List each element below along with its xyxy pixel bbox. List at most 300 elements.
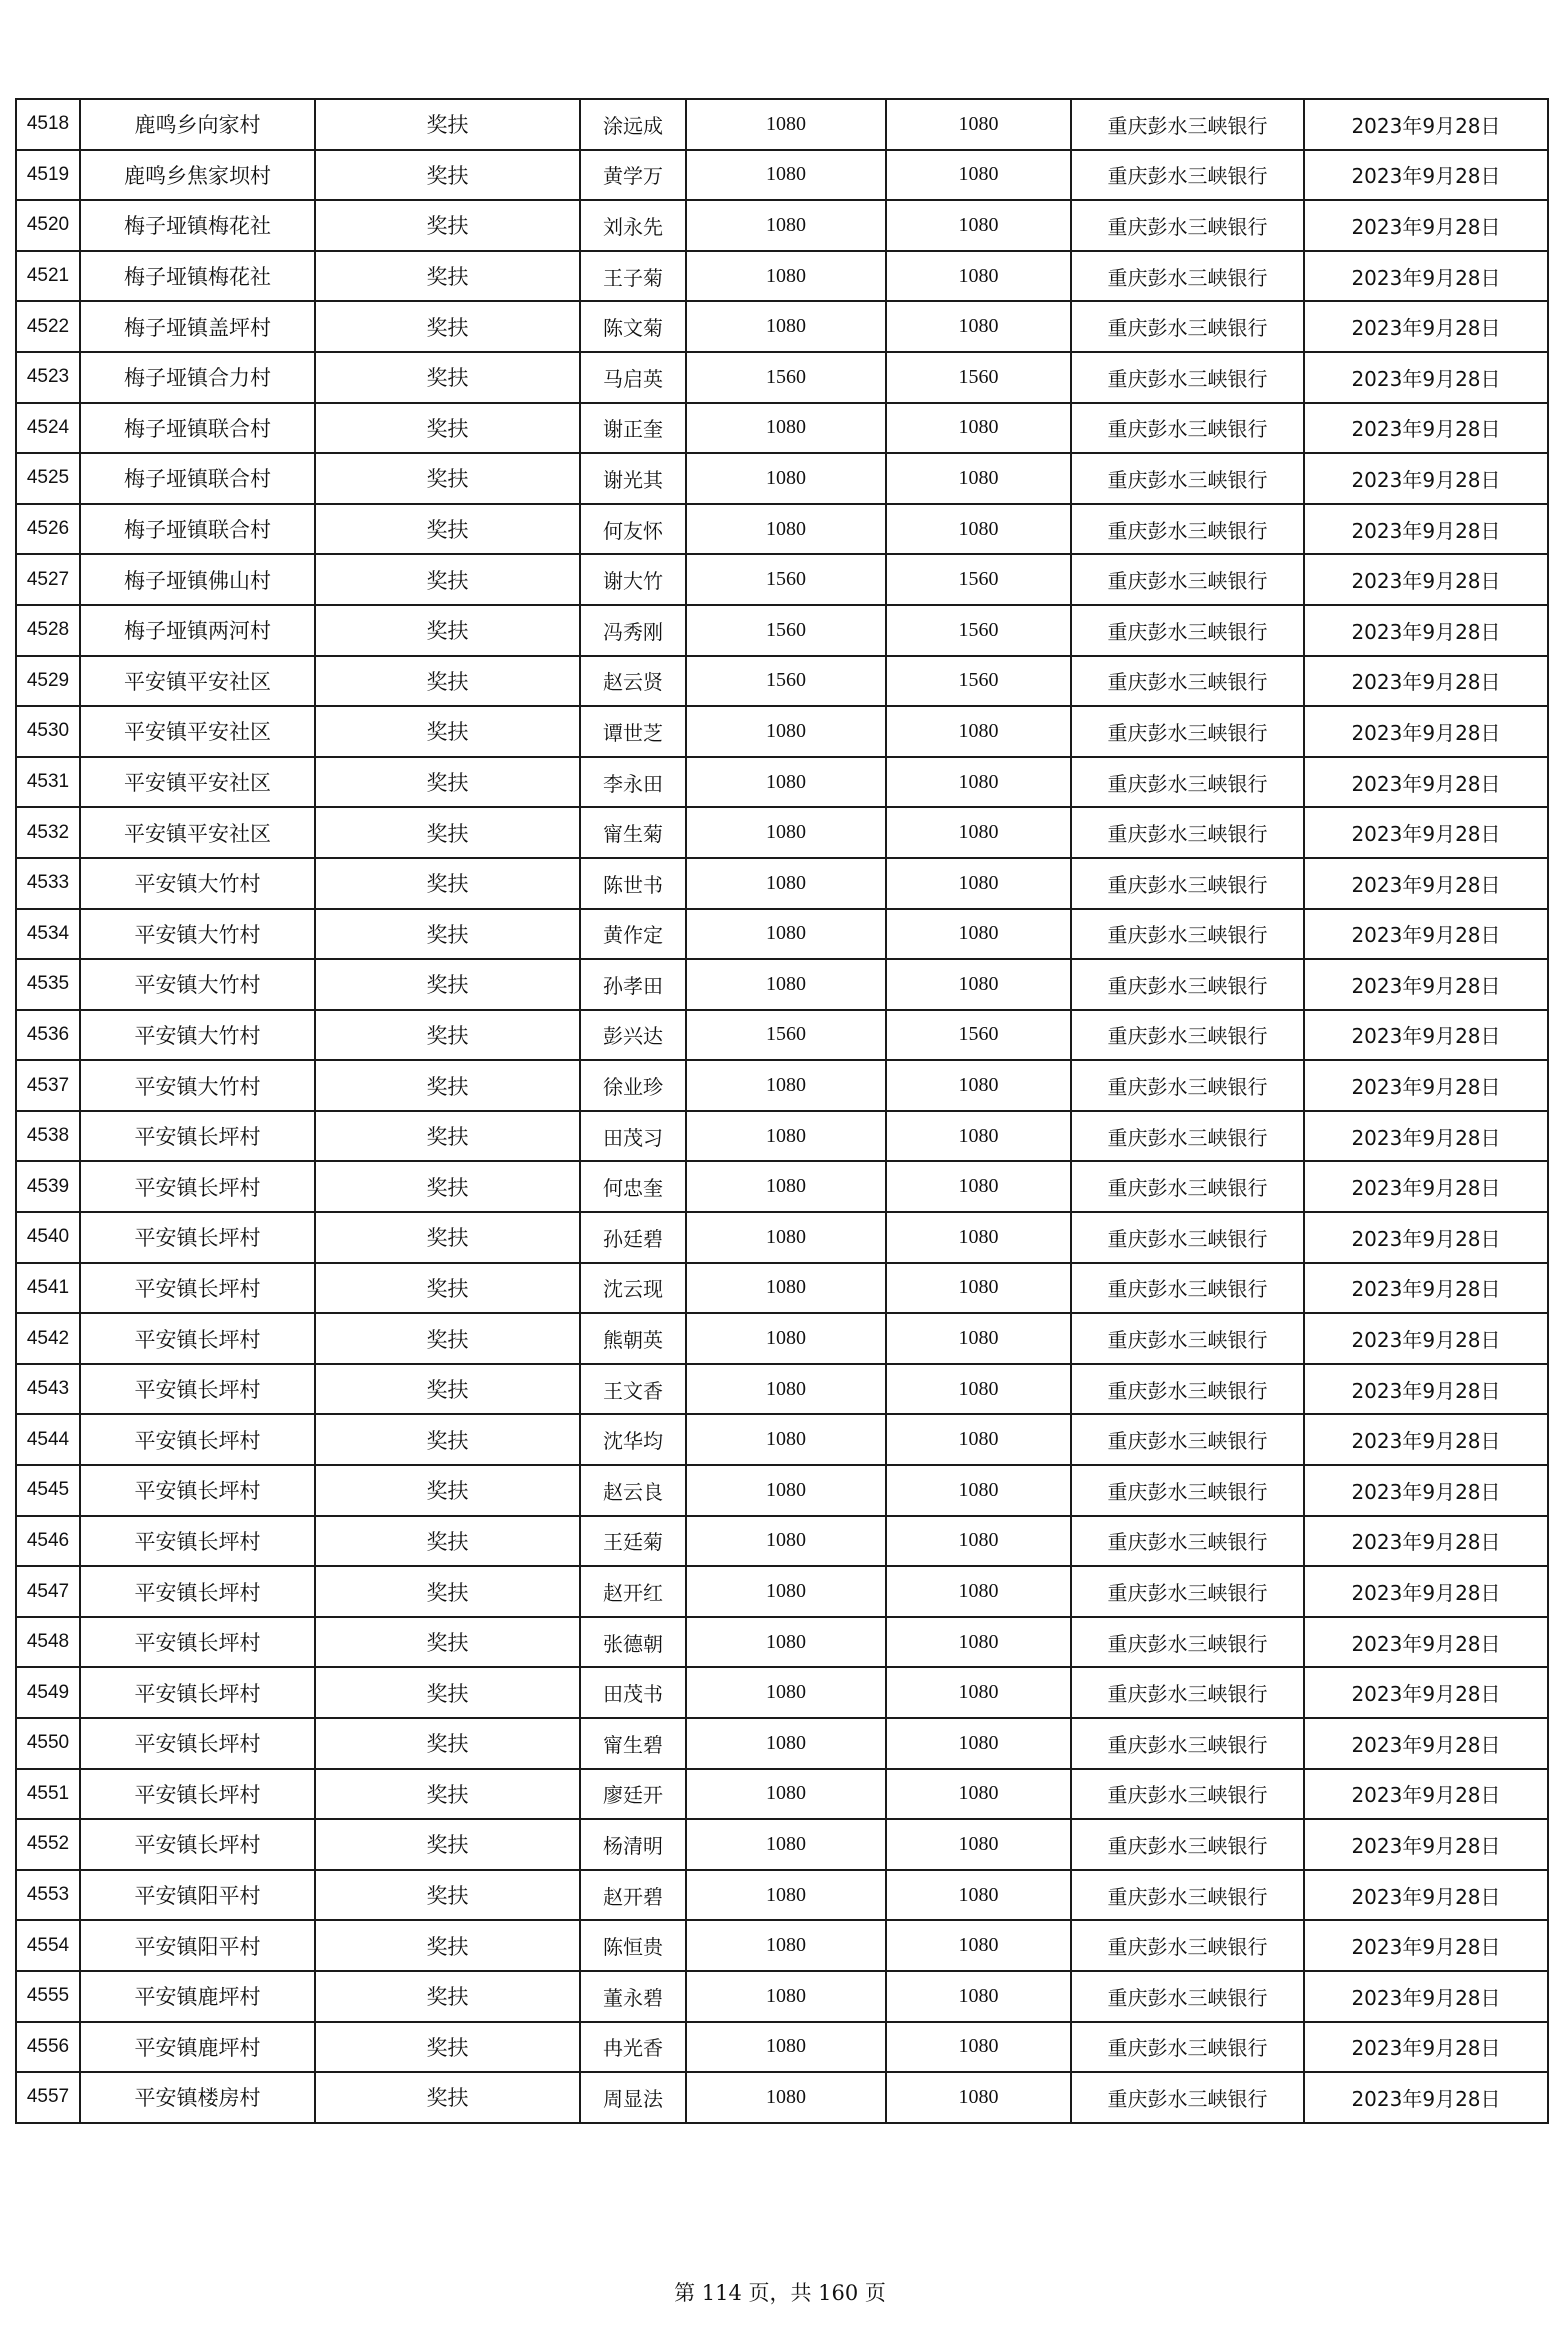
village-name-cell: 平安镇楼房村 (80, 2072, 315, 2123)
bank-name-cell: 重庆彭水三峡银行 (1071, 1667, 1304, 1718)
row-id-cell: 4529 (16, 656, 80, 707)
subsidy-type-cell: 奖扶 (315, 909, 580, 960)
village-name-cell: 平安镇鹿坪村 (80, 1971, 315, 2022)
recipient-name-cell: 谢大竹 (580, 554, 686, 605)
amount-paid-cell: 1080 (886, 200, 1071, 251)
bank-name-cell: 重庆彭水三峡银行 (1071, 1718, 1304, 1769)
bank-name-cell: 重庆彭水三峡银行 (1071, 1465, 1304, 1516)
amount-paid-cell: 1560 (886, 554, 1071, 605)
row-id-cell: 4519 (16, 150, 80, 201)
recipient-name-cell: 张德朝 (580, 1617, 686, 1668)
village-name-cell: 平安镇长坪村 (80, 1414, 315, 1465)
table-row (16, 1161, 1548, 1212)
table-row (16, 656, 1548, 707)
table-row (16, 1718, 1548, 1769)
bank-name-cell: 重庆彭水三峡银行 (1071, 251, 1304, 302)
village-name-cell: 平安镇长坪村 (80, 1263, 315, 1314)
amount-due-cell: 1080 (686, 1769, 886, 1820)
recipient-name-cell: 沈云现 (580, 1263, 686, 1314)
amount-paid-cell: 1080 (886, 2022, 1071, 2073)
recipient-name-cell: 沈华均 (580, 1414, 686, 1465)
payment-date-cell: 2023年9月28日 (1304, 2022, 1548, 2073)
table-row (16, 1769, 1548, 1820)
bank-name-cell: 重庆彭水三峡银行 (1071, 1313, 1304, 1364)
row-id-cell: 4523 (16, 352, 80, 403)
recipient-name-cell: 陈世书 (580, 858, 686, 909)
village-name-cell: 平安镇长坪村 (80, 1819, 315, 1870)
subsidy-type-cell: 奖扶 (315, 1971, 580, 2022)
payment-date-cell: 2023年9月28日 (1304, 99, 1548, 150)
subsidy-type-cell: 奖扶 (315, 1465, 580, 1516)
subsidy-type-cell: 奖扶 (315, 656, 580, 707)
amount-due-cell: 1080 (686, 2072, 886, 2123)
row-id-cell: 4533 (16, 858, 80, 909)
bank-name-cell: 重庆彭水三峡银行 (1071, 2022, 1304, 2073)
recipient-name-cell: 谢正奎 (580, 403, 686, 454)
recipient-name-cell: 王廷菊 (580, 1516, 686, 1567)
recipient-name-cell: 甯生碧 (580, 1718, 686, 1769)
amount-paid-cell: 1080 (886, 453, 1071, 504)
subsidy-type-cell: 奖扶 (315, 301, 580, 352)
payment-date-cell: 2023年9月28日 (1304, 1414, 1548, 1465)
payment-date-cell: 2023年9月28日 (1304, 1010, 1548, 1061)
table-row (16, 1313, 1548, 1364)
table-row (16, 1566, 1548, 1617)
payment-date-cell: 2023年9月28日 (1304, 1870, 1548, 1921)
bank-name-cell: 重庆彭水三峡银行 (1071, 1566, 1304, 1617)
amount-due-cell: 1080 (686, 757, 886, 808)
row-id-cell: 4520 (16, 200, 80, 251)
row-id-cell: 4554 (16, 1920, 80, 1971)
table-row (16, 909, 1548, 960)
payment-date-cell: 2023年9月28日 (1304, 757, 1548, 808)
recipient-name-cell: 谭世芝 (580, 706, 686, 757)
amount-paid-cell: 1080 (886, 1617, 1071, 1668)
table-row (16, 1617, 1548, 1668)
village-name-cell: 平安镇长坪村 (80, 1566, 315, 1617)
amount-paid-cell: 1080 (886, 1313, 1071, 1364)
subsidy-type-cell: 奖扶 (315, 1212, 580, 1263)
recipient-name-cell: 周显法 (580, 2072, 686, 2123)
recipient-name-cell: 马启英 (580, 352, 686, 403)
recipient-name-cell: 涂远成 (580, 99, 686, 150)
bank-name-cell: 重庆彭水三峡银行 (1071, 403, 1304, 454)
recipient-name-cell: 刘永先 (580, 200, 686, 251)
payment-date-cell: 2023年9月28日 (1304, 251, 1548, 302)
amount-paid-cell: 1080 (886, 301, 1071, 352)
amount-paid-cell: 1080 (886, 1161, 1071, 1212)
village-name-cell: 平安镇平安社区 (80, 757, 315, 808)
recipient-name-cell: 杨清明 (580, 1819, 686, 1870)
payment-date-cell: 2023年9月28日 (1304, 656, 1548, 707)
subsidy-type-cell: 奖扶 (315, 2072, 580, 2123)
recipient-name-cell: 赵开红 (580, 1566, 686, 1617)
payment-date-cell: 2023年9月28日 (1304, 554, 1548, 605)
payment-date-cell: 2023年9月28日 (1304, 1718, 1548, 1769)
village-name-cell: 梅子垭镇联合村 (80, 403, 315, 454)
recipient-name-cell: 冯秀刚 (580, 605, 686, 656)
bank-name-cell: 重庆彭水三峡银行 (1071, 1870, 1304, 1921)
amount-paid-cell: 1560 (886, 1010, 1071, 1061)
payment-date-cell: 2023年9月28日 (1304, 605, 1548, 656)
subsidy-type-cell: 奖扶 (315, 352, 580, 403)
village-name-cell: 平安镇长坪村 (80, 1667, 315, 1718)
bank-name-cell: 重庆彭水三峡银行 (1071, 504, 1304, 555)
table-row (16, 1516, 1548, 1567)
payment-date-cell: 2023年9月28日 (1304, 453, 1548, 504)
recipient-name-cell: 陈文菊 (580, 301, 686, 352)
bank-name-cell: 重庆彭水三峡银行 (1071, 1819, 1304, 1870)
bank-name-cell: 重庆彭水三峡银行 (1071, 706, 1304, 757)
bank-name-cell: 重庆彭水三峡银行 (1071, 1920, 1304, 1971)
amount-paid-cell: 1080 (886, 99, 1071, 150)
payment-date-cell: 2023年9月28日 (1304, 1313, 1548, 1364)
amount-due-cell: 1080 (686, 1465, 886, 1516)
payment-date-cell: 2023年9月28日 (1304, 2072, 1548, 2123)
subsidy-type-cell: 奖扶 (315, 554, 580, 605)
table-row (16, 251, 1548, 302)
amount-paid-cell: 1560 (886, 656, 1071, 707)
table-row (16, 1263, 1548, 1314)
row-id-cell: 4548 (16, 1617, 80, 1668)
village-name-cell: 鹿鸣乡向家村 (80, 99, 315, 150)
village-name-cell: 梅子垭镇佛山村 (80, 554, 315, 605)
amount-paid-cell: 1080 (886, 706, 1071, 757)
village-name-cell: 平安镇阳平村 (80, 1870, 315, 1921)
payment-date-cell: 2023年9月28日 (1304, 959, 1548, 1010)
bank-name-cell: 重庆彭水三峡银行 (1071, 807, 1304, 858)
table-row (16, 301, 1548, 352)
amount-paid-cell: 1080 (886, 1819, 1071, 1870)
subsidy-type-cell: 奖扶 (315, 605, 580, 656)
subsidy-type-cell: 奖扶 (315, 757, 580, 808)
village-name-cell: 梅子垭镇两河村 (80, 605, 315, 656)
payment-date-cell: 2023年9月28日 (1304, 200, 1548, 251)
amount-paid-cell: 1080 (886, 807, 1071, 858)
recipient-name-cell: 赵开碧 (580, 1870, 686, 1921)
bank-name-cell: 重庆彭水三峡银行 (1071, 858, 1304, 909)
bank-name-cell: 重庆彭水三峡银行 (1071, 1161, 1304, 1212)
recipient-name-cell: 徐业珍 (580, 1060, 686, 1111)
payment-date-cell: 2023年9月28日 (1304, 909, 1548, 960)
table-row (16, 150, 1548, 201)
village-name-cell: 梅子垭镇联合村 (80, 453, 315, 504)
row-id-cell: 4526 (16, 504, 80, 555)
village-name-cell: 平安镇阳平村 (80, 1920, 315, 1971)
row-id-cell: 4552 (16, 1819, 80, 1870)
row-id-cell: 4544 (16, 1414, 80, 1465)
amount-due-cell: 1080 (686, 959, 886, 1010)
row-id-cell: 4530 (16, 706, 80, 757)
amount-due-cell: 1080 (686, 1161, 886, 1212)
page-footer: 第 114 页，共 160 页 (674, 2281, 886, 2305)
subsidy-type-cell: 奖扶 (315, 1617, 580, 1668)
bank-name-cell: 重庆彭水三峡银行 (1071, 1212, 1304, 1263)
village-name-cell: 平安镇大竹村 (80, 1060, 315, 1111)
row-id-cell: 4537 (16, 1060, 80, 1111)
table-row (16, 1010, 1548, 1061)
row-id-cell: 4555 (16, 1971, 80, 2022)
amount-paid-cell: 1080 (886, 1060, 1071, 1111)
amount-due-cell: 1080 (686, 1566, 886, 1617)
row-id-cell: 4531 (16, 757, 80, 808)
row-id-cell: 4551 (16, 1769, 80, 1820)
table-row (16, 554, 1548, 605)
village-name-cell: 平安镇长坪村 (80, 1212, 315, 1263)
village-name-cell: 平安镇长坪村 (80, 1465, 315, 1516)
amount-due-cell: 1080 (686, 99, 886, 150)
payment-date-cell: 2023年9月28日 (1304, 1465, 1548, 1516)
table-row (16, 352, 1548, 403)
payment-date-cell: 2023年9月28日 (1304, 1769, 1548, 1820)
row-id-cell: 4545 (16, 1465, 80, 1516)
amount-paid-cell: 1080 (886, 1212, 1071, 1263)
recipient-name-cell: 孙孝田 (580, 959, 686, 1010)
table-row (16, 2022, 1548, 2073)
payment-date-cell: 2023年9月28日 (1304, 1516, 1548, 1567)
bank-name-cell: 重庆彭水三峡银行 (1071, 1111, 1304, 1162)
subsidy-table (15, 98, 1549, 2124)
row-id-cell: 4543 (16, 1364, 80, 1415)
amount-paid-cell: 1080 (886, 1465, 1071, 1516)
subsidy-type-cell: 奖扶 (315, 403, 580, 454)
row-id-cell: 4553 (16, 1870, 80, 1921)
subsidy-type-cell: 奖扶 (315, 1769, 580, 1820)
payment-date-cell: 2023年9月28日 (1304, 301, 1548, 352)
recipient-name-cell: 熊朝英 (580, 1313, 686, 1364)
amount-due-cell: 1080 (686, 251, 886, 302)
subsidy-type-cell: 奖扶 (315, 706, 580, 757)
recipient-name-cell: 田茂书 (580, 1667, 686, 1718)
recipient-name-cell: 彭兴达 (580, 1010, 686, 1061)
row-id-cell: 4525 (16, 453, 80, 504)
amount-paid-cell: 1080 (886, 1566, 1071, 1617)
table-row (16, 1060, 1548, 1111)
subsidy-type-cell: 奖扶 (315, 1263, 580, 1314)
bank-name-cell: 重庆彭水三峡银行 (1071, 200, 1304, 251)
subsidy-type-cell: 奖扶 (315, 453, 580, 504)
recipient-name-cell: 廖廷开 (580, 1769, 686, 1820)
row-id-cell: 4535 (16, 959, 80, 1010)
village-name-cell: 鹿鸣乡焦家坝村 (80, 150, 315, 201)
recipient-name-cell: 何忠奎 (580, 1161, 686, 1212)
village-name-cell: 平安镇大竹村 (80, 858, 315, 909)
table-row (16, 1819, 1548, 1870)
recipient-name-cell: 赵云良 (580, 1465, 686, 1516)
amount-paid-cell: 1080 (886, 2072, 1071, 2123)
bank-name-cell: 重庆彭水三峡银行 (1071, 1516, 1304, 1567)
amount-due-cell: 1080 (686, 1364, 886, 1415)
amount-due-cell: 1560 (686, 554, 886, 605)
table-row (16, 504, 1548, 555)
row-id-cell: 4527 (16, 554, 80, 605)
amount-due-cell: 1080 (686, 1819, 886, 1870)
amount-paid-cell: 1080 (886, 150, 1071, 201)
subsidy-type-cell: 奖扶 (315, 1667, 580, 1718)
payment-date-cell: 2023年9月28日 (1304, 1212, 1548, 1263)
amount-paid-cell: 1080 (886, 959, 1071, 1010)
subsidy-type-cell: 奖扶 (315, 251, 580, 302)
payment-date-cell: 2023年9月28日 (1304, 1971, 1548, 2022)
row-id-cell: 4528 (16, 605, 80, 656)
bank-name-cell: 重庆彭水三峡银行 (1071, 1364, 1304, 1415)
bank-name-cell: 重庆彭水三峡银行 (1071, 1971, 1304, 2022)
amount-due-cell: 1080 (686, 1060, 886, 1111)
amount-paid-cell: 1080 (886, 1516, 1071, 1567)
amount-paid-cell: 1080 (886, 1769, 1071, 1820)
subsidy-type-cell: 奖扶 (315, 2022, 580, 2073)
row-id-cell: 4556 (16, 2022, 80, 2073)
bank-name-cell: 重庆彭水三峡银行 (1071, 1060, 1304, 1111)
village-name-cell: 平安镇大竹村 (80, 909, 315, 960)
village-name-cell: 梅子垭镇联合村 (80, 504, 315, 555)
subsidy-type-cell: 奖扶 (315, 150, 580, 201)
recipient-name-cell: 赵云贤 (580, 656, 686, 707)
amount-paid-cell: 1080 (886, 1718, 1071, 1769)
village-name-cell: 平安镇平安社区 (80, 807, 315, 858)
bank-name-cell: 重庆彭水三峡银行 (1071, 605, 1304, 656)
table-body (16, 99, 1548, 2123)
subsidy-type-cell: 奖扶 (315, 858, 580, 909)
bank-name-cell: 重庆彭水三峡银行 (1071, 1769, 1304, 1820)
payment-date-cell: 2023年9月28日 (1304, 1617, 1548, 1668)
amount-due-cell: 1080 (686, 453, 886, 504)
table-row (16, 403, 1548, 454)
subsidy-type-cell: 奖扶 (315, 1111, 580, 1162)
amount-due-cell: 1560 (686, 605, 886, 656)
amount-paid-cell: 1080 (886, 1414, 1071, 1465)
amount-due-cell: 1080 (686, 1313, 886, 1364)
recipient-name-cell: 谢光其 (580, 453, 686, 504)
village-name-cell: 梅子垭镇盖坪村 (80, 301, 315, 352)
amount-due-cell: 1080 (686, 1718, 886, 1769)
table-row (16, 1870, 1548, 1921)
row-id-cell: 4522 (16, 301, 80, 352)
amount-paid-cell: 1080 (886, 504, 1071, 555)
bank-name-cell: 重庆彭水三峡银行 (1071, 1414, 1304, 1465)
amount-due-cell: 1560 (686, 656, 886, 707)
subsidy-type-cell: 奖扶 (315, 807, 580, 858)
amount-due-cell: 1080 (686, 858, 886, 909)
row-id-cell: 4549 (16, 1667, 80, 1718)
village-name-cell: 平安镇长坪村 (80, 1516, 315, 1567)
payment-date-cell: 2023年9月28日 (1304, 1111, 1548, 1162)
amount-due-cell: 1080 (686, 200, 886, 251)
amount-due-cell: 1080 (686, 807, 886, 858)
village-name-cell: 平安镇平安社区 (80, 656, 315, 707)
table-row (16, 1111, 1548, 1162)
table-row (16, 1667, 1548, 1718)
table-row (16, 605, 1548, 656)
row-id-cell: 4541 (16, 1263, 80, 1314)
amount-due-cell: 1080 (686, 150, 886, 201)
table-row (16, 1364, 1548, 1415)
table-row (16, 757, 1548, 808)
subsidy-type-cell: 奖扶 (315, 1414, 580, 1465)
recipient-name-cell: 董永碧 (580, 1971, 686, 2022)
amount-due-cell: 1080 (686, 909, 886, 960)
row-id-cell: 4518 (16, 99, 80, 150)
bank-name-cell: 重庆彭水三峡银行 (1071, 1617, 1304, 1668)
row-id-cell: 4557 (16, 2072, 80, 2123)
bank-name-cell: 重庆彭水三峡银行 (1071, 1263, 1304, 1314)
amount-due-cell: 1080 (686, 1667, 886, 1718)
subsidy-type-cell: 奖扶 (315, 504, 580, 555)
amount-due-cell: 1080 (686, 1617, 886, 1668)
row-id-cell: 4524 (16, 403, 80, 454)
amount-due-cell: 1080 (686, 504, 886, 555)
subsidy-type-cell: 奖扶 (315, 1313, 580, 1364)
recipient-name-cell: 甯生菊 (580, 807, 686, 858)
subsidy-type-cell: 奖扶 (315, 959, 580, 1010)
payment-date-cell: 2023年9月28日 (1304, 150, 1548, 201)
amount-paid-cell: 1080 (886, 757, 1071, 808)
subsidy-type-cell: 奖扶 (315, 1718, 580, 1769)
bank-name-cell: 重庆彭水三峡银行 (1071, 301, 1304, 352)
subsidy-type-cell: 奖扶 (315, 1566, 580, 1617)
recipient-name-cell: 王文香 (580, 1364, 686, 1415)
table-row (16, 200, 1548, 251)
row-id-cell: 4521 (16, 251, 80, 302)
amount-paid-cell: 1080 (886, 1971, 1071, 2022)
recipient-name-cell: 田茂习 (580, 1111, 686, 1162)
table-row (16, 807, 1548, 858)
recipient-name-cell: 陈恒贵 (580, 1920, 686, 1971)
bank-name-cell: 重庆彭水三峡银行 (1071, 554, 1304, 605)
bank-name-cell: 重庆彭水三峡银行 (1071, 99, 1304, 150)
amount-paid-cell: 1560 (886, 605, 1071, 656)
amount-due-cell: 1080 (686, 2022, 886, 2073)
payment-date-cell: 2023年9月28日 (1304, 1060, 1548, 1111)
amount-due-cell: 1080 (686, 1263, 886, 1314)
table-row (16, 1212, 1548, 1263)
recipient-name-cell: 何友怀 (580, 504, 686, 555)
row-id-cell: 4546 (16, 1516, 80, 1567)
row-id-cell: 4539 (16, 1161, 80, 1212)
subsidy-type-cell: 奖扶 (315, 1161, 580, 1212)
row-id-cell: 4547 (16, 1566, 80, 1617)
table-row (16, 99, 1548, 150)
row-id-cell: 4540 (16, 1212, 80, 1263)
amount-due-cell: 1080 (686, 1870, 886, 1921)
row-id-cell: 4542 (16, 1313, 80, 1364)
bank-name-cell: 重庆彭水三峡银行 (1071, 453, 1304, 504)
subsidy-type-cell: 奖扶 (315, 99, 580, 150)
recipient-name-cell: 李永田 (580, 757, 686, 808)
village-name-cell: 平安镇长坪村 (80, 1617, 315, 1668)
payment-date-cell: 2023年9月28日 (1304, 1263, 1548, 1314)
amount-paid-cell: 1080 (886, 1870, 1071, 1921)
table-row (16, 1971, 1548, 2022)
amount-paid-cell: 1080 (886, 1111, 1071, 1162)
village-name-cell: 平安镇长坪村 (80, 1161, 315, 1212)
amount-paid-cell: 1560 (886, 352, 1071, 403)
row-id-cell: 4536 (16, 1010, 80, 1061)
amount-due-cell: 1080 (686, 403, 886, 454)
village-name-cell: 平安镇长坪村 (80, 1364, 315, 1415)
amount-paid-cell: 1080 (886, 909, 1071, 960)
payment-date-cell: 2023年9月28日 (1304, 807, 1548, 858)
village-name-cell: 平安镇长坪村 (80, 1111, 315, 1162)
subsidy-type-cell: 奖扶 (315, 200, 580, 251)
row-id-cell: 4538 (16, 1111, 80, 1162)
amount-due-cell: 1080 (686, 1516, 886, 1567)
amount-due-cell: 1080 (686, 1971, 886, 2022)
recipient-name-cell: 王子菊 (580, 251, 686, 302)
amount-paid-cell: 1080 (886, 1364, 1071, 1415)
village-name-cell: 梅子垭镇梅花社 (80, 251, 315, 302)
recipient-name-cell: 孙廷碧 (580, 1212, 686, 1263)
